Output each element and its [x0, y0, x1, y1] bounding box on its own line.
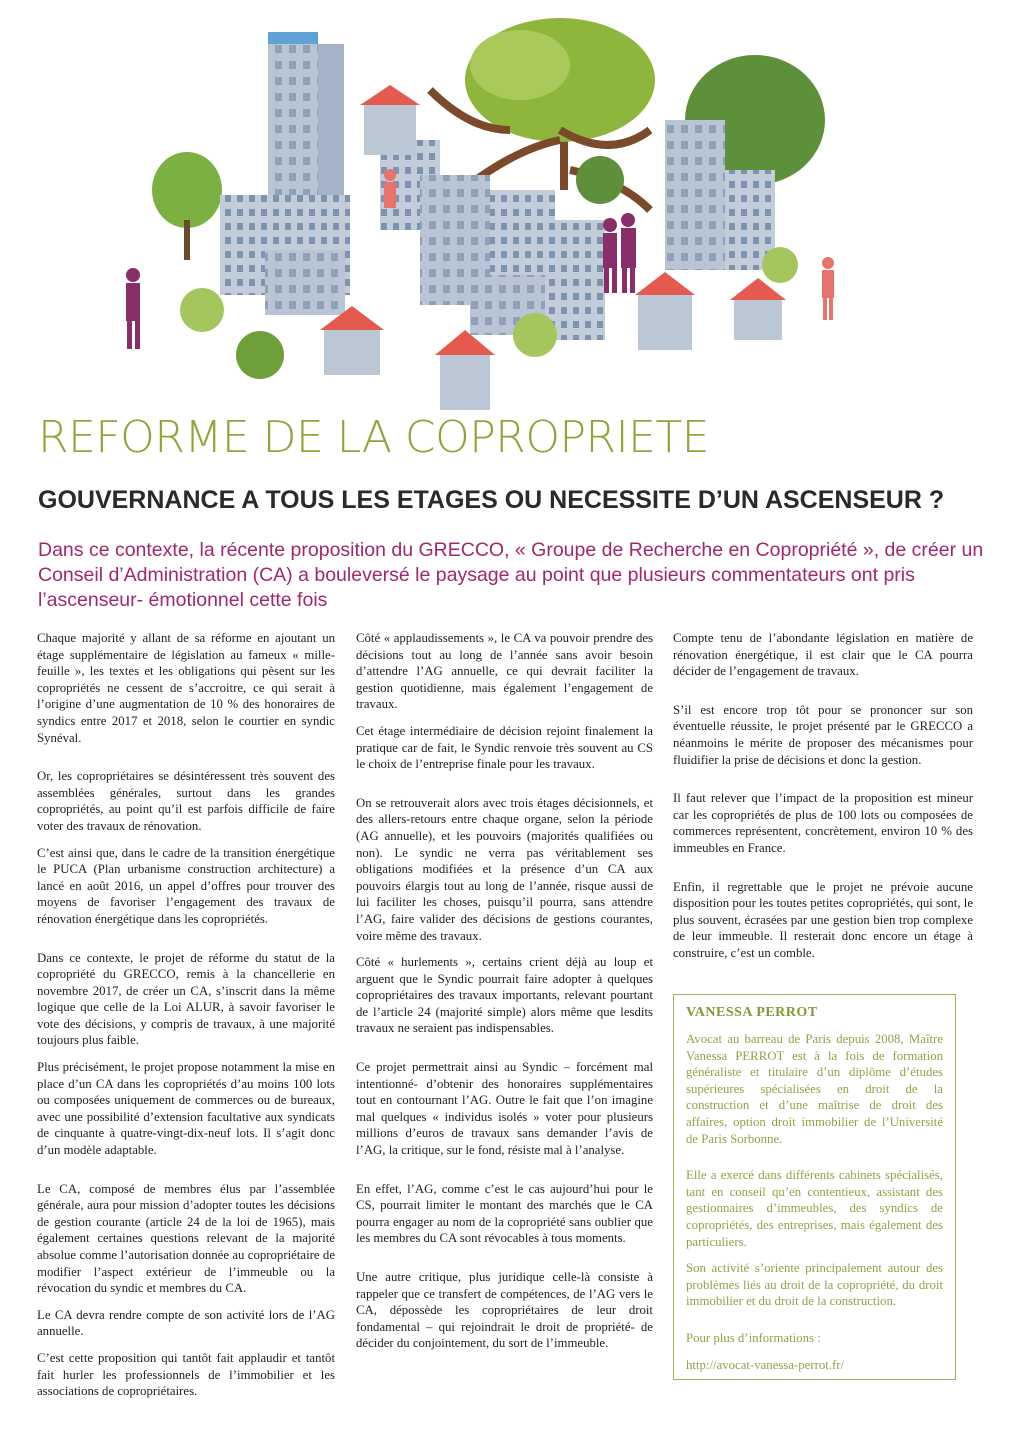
paragraph: C’est ainsi que, dans le cadre de la transition énergétique le PUCA (Plan urbanisme construction architecture) a lancé en août 2016, un appel d’offres pour trouver des moyens de favoriser l’engagement des travaux de rénovation énergétique dans les copropriétés. — [37, 845, 335, 926]
person-icon — [822, 257, 834, 320]
tree-icon — [236, 331, 284, 379]
paragraph: Une autre critique, plus juridique celle-là consiste à rappeler que ce transfert de compétences, de l’AG vers le CA, dépossède les copropriétaires de leur droit fondamental – qui rejoindrait le droit de propriété- de décider du conjointement, du sort de l’immeuble. — [356, 1270, 653, 1351]
article-subtitle: GOUVERNANCE A TOUS LES ETAGES OU NECESSITE D’UN ASCENSEUR ? — [38, 486, 945, 514]
paragraph: Le CA devra rendre compte de son activité lors de l’AG annuelle. — [37, 1307, 335, 1339]
paragraph: Il faut relever que l’impact de la proposition est mineur car les copropriétés de plus de 100 lots ou composées de commerces représentent, concrètement, environ 10 % des immeubles en France. — [673, 791, 973, 855]
author-name: VANESSA PERROT — [686, 1005, 818, 1020]
house-icon — [435, 330, 495, 410]
paragraph: On se retrouverait alors avec trois étages décisionnels, et des allers-retours entre chaque organe, selon la période (AG annuelle), et les pouvoirs (majorités qualifiées ou non). Le syndic ne verra pas véritablement ses obligations modifiées et la présence d’un CA aux pouvoirs élargis tout au long de l’année, risque aussi de lui faciliter les choses, puisqu’il pourra, sans attendre l’AG, faire valider des décisions de gestions courantes, voire même des travaux. — [356, 795, 653, 943]
bio-paragraph: Son activité s’oriente principalement autour des problèmes liés au droit de la copropriété, du droit immobilier et du droit de la construction. — [686, 1261, 943, 1309]
paragraph: Côté « hurlements », certains crient déjà au loup et arguent que le Syndic pourrait faire adopter à quelques copropriétaires des travaux importants, relevant pourtant de l’article 24 (majorité simple) alors même que lesdits travaux ne seraient pas indispensables. — [356, 955, 653, 1036]
building-icon — [665, 120, 725, 270]
person-icon — [621, 213, 636, 293]
paragraph: Dans ce contexte, le projet de réforme du statut de la copropriété du GRECCO, remis à la chancellerie en novembre 2017, de créer un CA, s’inscrit dans la même logique que celle de la Loi ALUR, à savoir favoriser le vote des décisions, y compris de travaux, à une majorité toujours plus faible. — [37, 950, 335, 1048]
paragraph: Côté « applaudissements », le CA va pouvoir prendre des décisions tout au long de l’année sans avoir besoin d’attendre l’AG annuelle, ce qui devrait faciliter la gestion quotidienne, mais également l’engagement de travaux. — [356, 631, 653, 712]
author-bio-box — [673, 994, 956, 1380]
paragraph: Or, les copropriétaires se désintéressent très souvent des assemblées générales, surtout dans les grandes copropriétés, au point qu’il est parfois difficile de faire voter des travaux de rénovation. — [37, 769, 335, 833]
paragraph: En effet, l’AG, comme c’est le cas aujourd’hui pour le CS, pourrait limiter le montant des marchés que le CA pourra engager au nom de la copropriété sans oublier que les membres du CA sont révocables à tous moments. — [356, 1181, 653, 1246]
paragraph: Cet étage intermédiaire de décision rejoint finalement la pratique car de fait, le Syndic renvoie très souvent au CS le choix de l’entreprise finale pour les travaux. — [356, 723, 653, 772]
paragraph: Enfin, il regrettable que le projet ne prévoie aucune disposition pour les toutes petites copropriétés, qui sont, le plus souvent, écrasées par une gestion bien trop complexe de leur immeuble. Il resterait donc encore un étage à construire, c’est un comble. — [673, 879, 973, 960]
article-lead: Dans ce contexte, la récente proposition du GRECCO, « Groupe de Recherche en Copropriété », de créer un Conseil d’Administration (CA) a bouleversé le paysage au point que plusieurs commentateurs ont pris l’ascenseur- émotionnel cette fois — [38, 539, 984, 611]
paragraph: Plus précisément, le projet propose notamment la mise en place d’un CA dans les copropriétés d’au moins 100 lots ou composées uniquement de commerces ou de bureaux, avec une possibilité d’extension facultative aux syndicats de cinquante à quatre-vingt-dix-neuf lots. Il s’agit donc d’un modèle adaptable. — [37, 1060, 335, 1158]
person-icon — [126, 268, 140, 349]
bio-website-link[interactable]: http://avocat-vanessa-perrot.fr/ — [686, 1357, 845, 1372]
column-3 — [673, 630, 973, 972]
house-icon — [730, 278, 786, 340]
bio-more-info: Pour plus d’informations : — [686, 1330, 821, 1345]
paragraph: S’il est encore trop tôt pour se prononcer sur son éventuelle réussite, le projet présenté par le GRECCO a néanmoins le mérite de proposer des mécanismes pour fluidifier la prise de décisions et donc la gestion. — [673, 702, 973, 767]
cityscape-illustration — [90, 10, 890, 415]
tree-icon — [576, 156, 624, 204]
article-title: REFORME DE LA COPROPRIETE — [38, 412, 710, 463]
bio-paragraph: Avocat au barreau de Paris depuis 2008, Maître Vanessa PERROT est à la fois de formation généraliste et titulaire d’un diplôme d’études supérieures spécialisées en droit de la construction et d’une maîtrise de droit des affaires, option droit immobilier de l’Université de Paris Sorbonne. — [686, 1032, 943, 1146]
paragraph: Compte tenu de l’abondante législation en matière de rénovation énergétique, il est clair que le CA pourra décider de l’engagement de travaux. — [673, 631, 973, 679]
house-icon — [635, 272, 695, 350]
building-icon — [265, 250, 345, 315]
tree-icon — [152, 152, 222, 260]
tree-icon — [513, 313, 557, 357]
building-icon — [545, 220, 605, 340]
house-icon — [360, 85, 420, 155]
bio-paragraph: Elle a exercé dans différents cabinets spécialisés, tant en conseil qu’en contentieux, assistant des gestionnaires d’immeubles, des syndics de copropriétés, des entreprises, mais également des particuliers. — [686, 1168, 943, 1249]
paragraph: Le CA, composé de membres élus par l’assemblée générale, aura pour mission d’adopter toutes les décisions de gestion courante (article 24 de la loi de 1965), mais également certaines questions relevant de la majorité absolue comme l’autorisation donnée au copropriétaire de modifier l’aspect extérieur de l’immeuble ou la révocation du syndic et membres du CA. — [37, 1181, 335, 1296]
building-icon — [268, 32, 318, 207]
tree-icon — [180, 288, 224, 332]
tree-icon — [762, 247, 798, 283]
paragraph: C’est cette proposition qui tantôt fait applaudir et tantôt fait hurler les professionnels de l’immobilier et les associations de copropriétaires. — [37, 1350, 335, 1399]
person-icon — [603, 218, 617, 293]
paragraph: Ce projet permettrait ainsi au Syndic – forcément mal intentionné- d’obtenir des honoraires supplémentaires tout en contournant l’AG. Outre le fait que l’on imagine mal quelques « individus isolés » voter pour plusieurs millions d’euros de travaux sans demander l’avis de l’AG, la critique, sur le fond, résiste mal à l’analyse. — [356, 1060, 653, 1158]
house-icon — [320, 306, 384, 375]
column-2 — [356, 630, 653, 1362]
person-icon — [384, 169, 396, 208]
column-1 — [37, 630, 335, 1410]
paragraph: Chaque majorité y allant de sa réforme en ajoutant un étage supplémentaire de législation au fameux « mille-feuille », les textes et les obligations qui pèsent sur les copropriétés ne cessent de s’accroitre, ce qui serait à l’origine d’une augmentation de 10 % des honoraires de syndics entre 2017 et 2018, selon le courtier en syndic Synéval. — [37, 631, 335, 745]
